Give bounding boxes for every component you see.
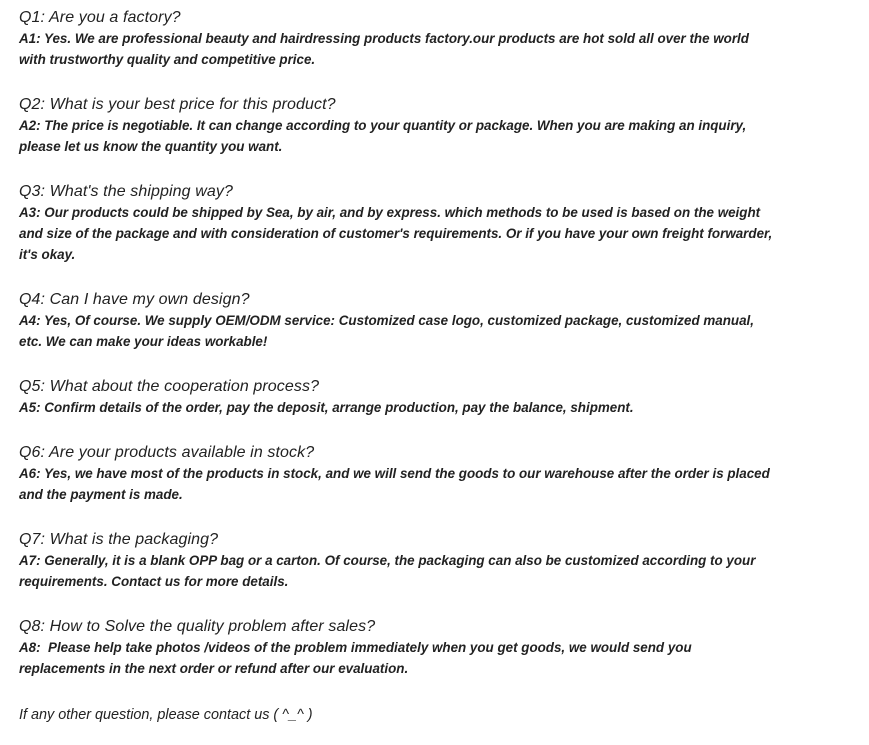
answer-line: requirements. Contact us for more details.	[19, 574, 289, 589]
question-text: Q5: What about the cooperation process?	[19, 378, 320, 395]
question-text: Q4: Can I have my own design?	[19, 291, 250, 308]
faq-item-q2	[19, 94, 779, 157]
faq-item-q3	[19, 181, 779, 265]
answer-line: A6: Yes, we have most of the products in stock, and we will send the goods to our warehouse after the order is placed	[19, 466, 770, 481]
answer-text	[19, 550, 779, 592]
answer-text	[19, 463, 779, 505]
answer-line: A4: Yes, Of course. We supply OEM/ODM service: Customized case logo, customized package, customized manual,	[19, 313, 754, 328]
answer-line: please let us know the quantity you want.	[19, 139, 283, 154]
answer-line: A5: Confirm details of the order, pay the deposit, arrange production, pay the balance, shipment.	[19, 400, 634, 415]
answer-line: and the payment is made.	[19, 487, 183, 502]
spacer	[19, 418, 779, 442]
question-text: Q3: What's the shipping way?	[19, 183, 233, 200]
spacer	[19, 157, 779, 181]
faq-item-q6	[19, 442, 779, 505]
answer-line: A7: Generally, it is a blank OPP bag or a carton. Of course, the packaging can also be customized according to your	[19, 553, 756, 568]
faq-item-q4	[19, 289, 779, 352]
answer-text	[19, 28, 779, 70]
answer-line: replacements in the next order or refund after our evaluation.	[19, 661, 409, 676]
spacer	[19, 70, 779, 94]
spacer	[19, 592, 779, 616]
answer-text	[19, 310, 779, 352]
question-text: Q1: Are you a factory?	[19, 9, 181, 26]
faq-list	[19, 7, 779, 679]
answer-text	[19, 397, 779, 418]
spacer	[19, 352, 779, 376]
answer-line: with trustworthy quality and competitive price.	[19, 52, 316, 67]
answer-text	[19, 202, 779, 265]
spacer	[19, 265, 779, 289]
answer-line: A8: Please help take photos /videos of the problem immediately when you get goods, we would send you	[19, 640, 692, 655]
answer-line: A3: Our products could be shipped by Sea, by air, and by express. which methods to be used is based on the weight	[19, 205, 761, 220]
answer-line: and size of the package and with consideration of customer's requirements. Or if you have your own freight forwarder,	[19, 226, 773, 241]
question-text: Q7: What is the packaging?	[19, 531, 219, 548]
question-text: Q2: What is your best price for this product?	[19, 96, 336, 113]
faq-item-q8	[19, 616, 779, 679]
faq-item-q7	[19, 529, 779, 592]
answer-text	[19, 115, 779, 157]
answer-text	[19, 637, 779, 679]
contact-footer-text: If any other question, please contact us ( ^_^ )	[19, 707, 313, 723]
answer-line: it's okay.	[19, 247, 76, 262]
answer-line: A1: Yes. We are professional beauty and hairdressing products factory.our products are hot sold all over the world	[19, 31, 749, 46]
faq-item-q5	[19, 376, 779, 418]
faq-item-q1	[19, 7, 779, 70]
question-text: Q8: How to Solve the quality problem after sales?	[19, 618, 376, 635]
question-text: Q6: Are your products available in stock?	[19, 444, 315, 461]
answer-line: A2: The price is negotiable. It can change according to your quantity or package. When you are making an inquiry,	[19, 118, 747, 133]
spacer	[19, 505, 779, 529]
answer-line: etc. We can make your ideas workable!	[19, 334, 268, 349]
